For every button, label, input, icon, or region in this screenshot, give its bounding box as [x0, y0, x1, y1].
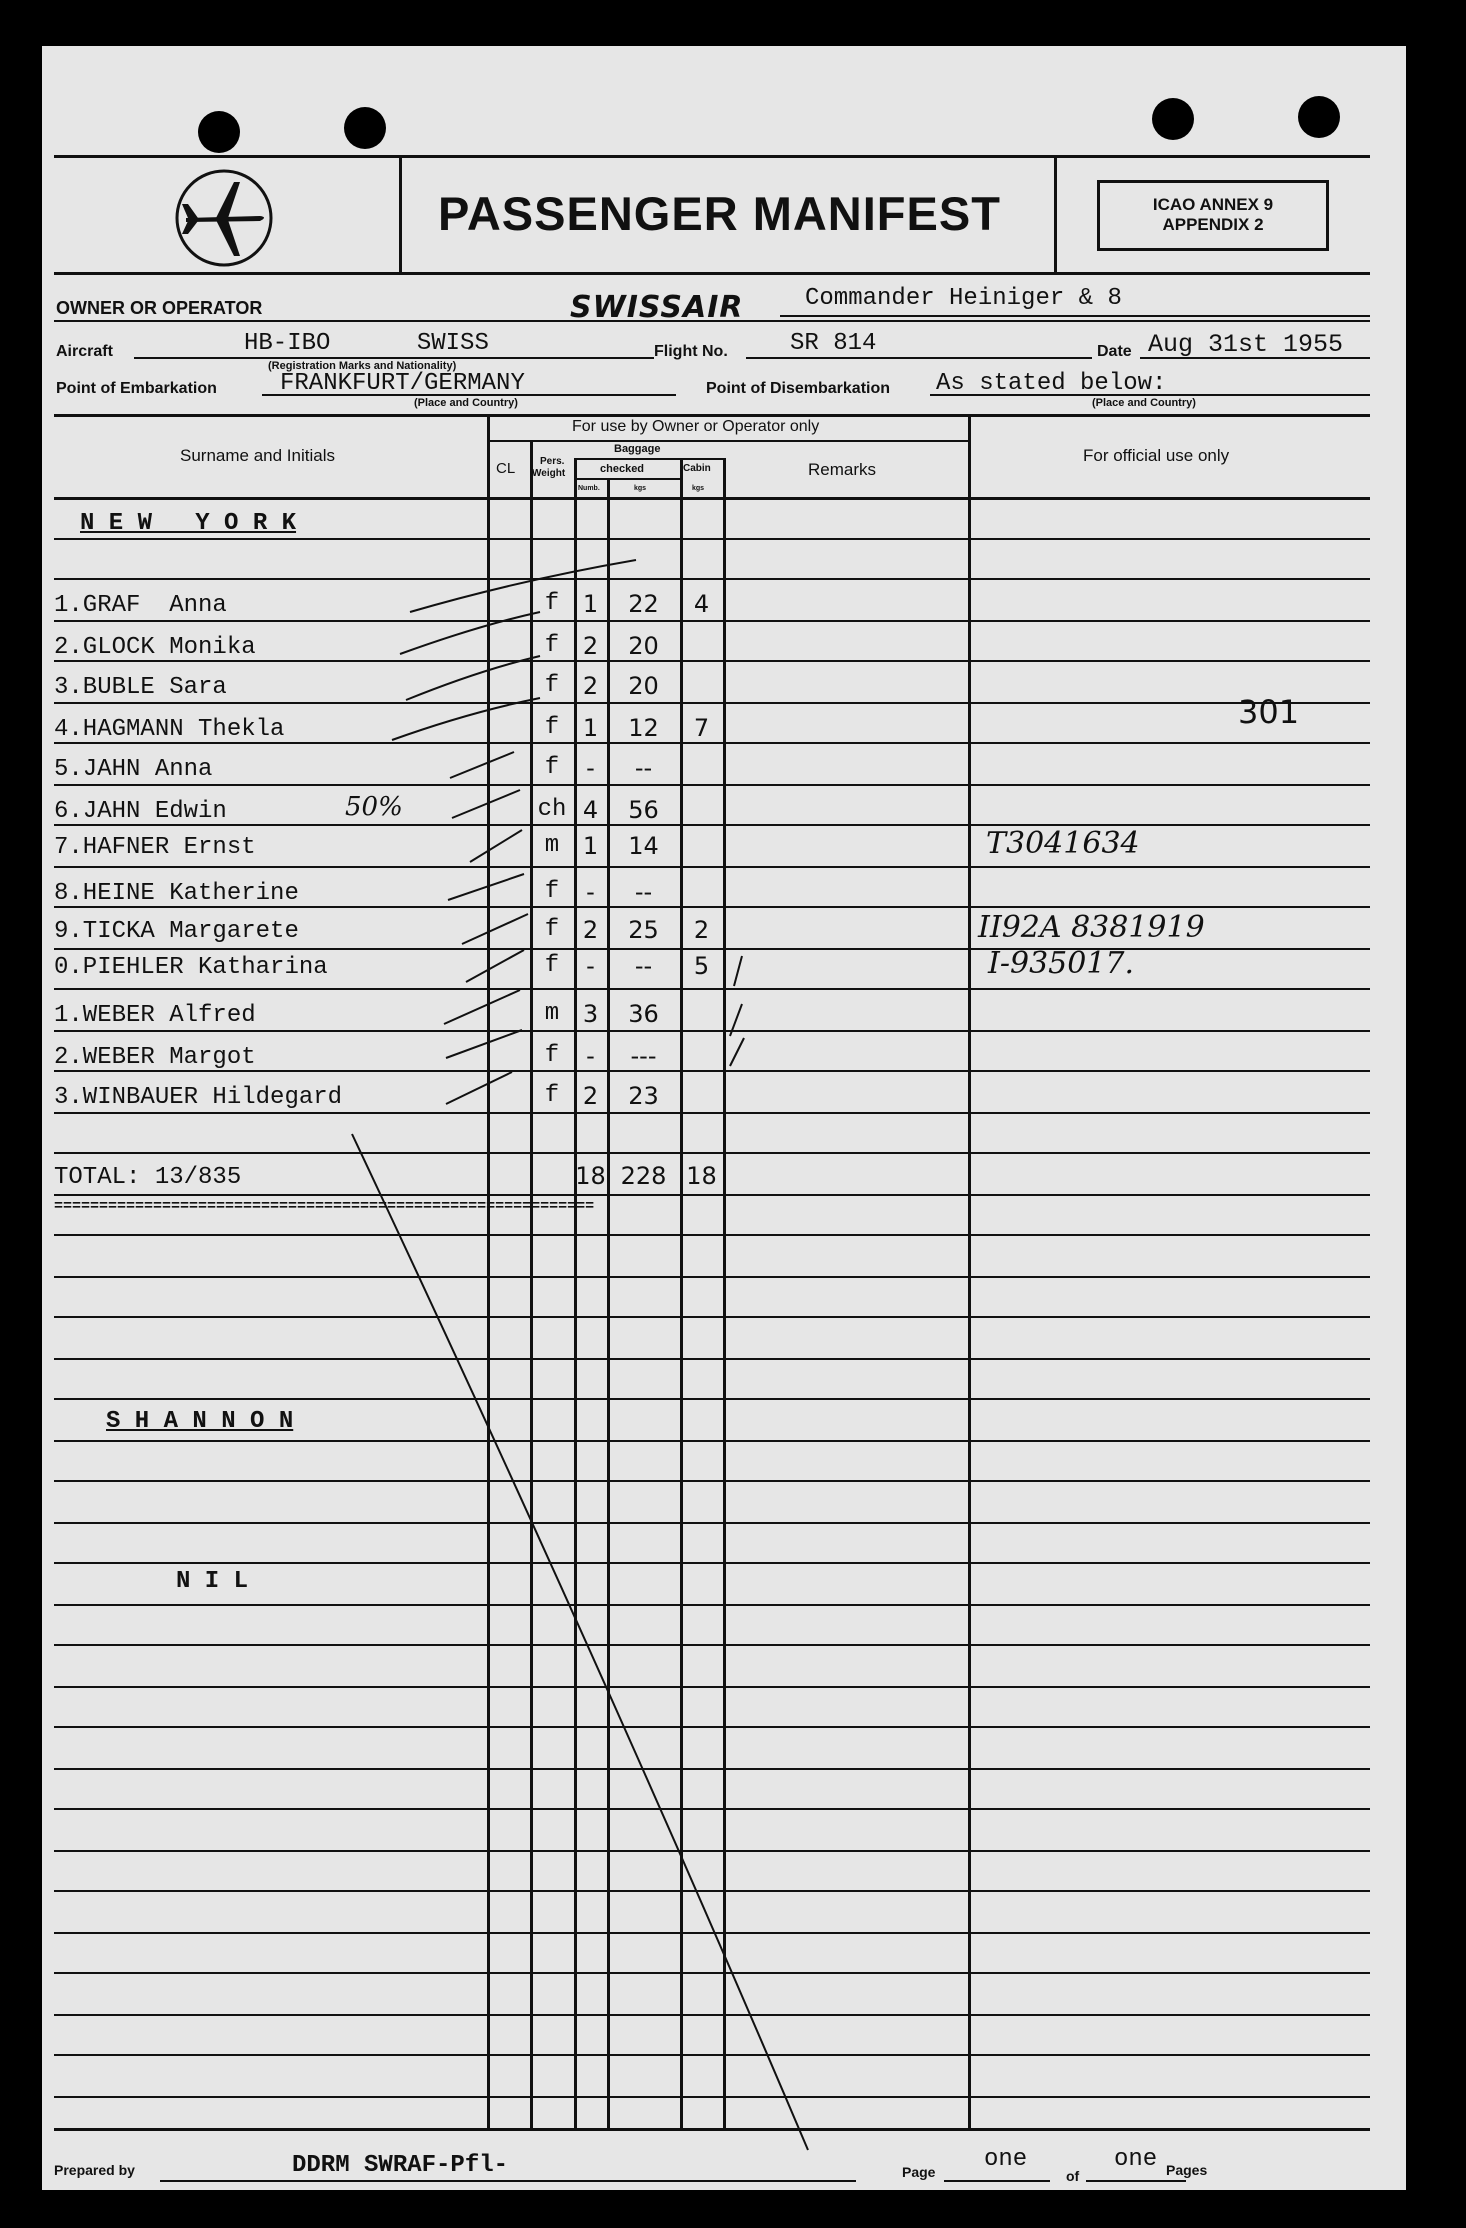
jahn-note: 50%: [345, 792, 403, 822]
airline-logo: SWISSAIR: [570, 290, 744, 325]
cabin-kgs: 4: [693, 590, 710, 618]
prepared-value: DDRM SWRAF-Pfl-: [292, 2152, 509, 2179]
passenger-name: 6.JAHN Edwin: [54, 798, 227, 825]
flight-label: Flight No.: [654, 343, 728, 360]
baggage-kgs: ---: [630, 1042, 657, 1070]
cl-header: CL: [496, 460, 516, 477]
baggage-kgs: --: [634, 952, 653, 980]
nil-text: N I L: [176, 1568, 249, 1595]
baggage-kgs: 20: [628, 672, 659, 700]
cabin-header: Cabin: [683, 463, 711, 474]
passenger-name: 4.HAGMANN Thekla: [54, 716, 285, 743]
embarkation-value: FRANKFURT/GERMANY: [280, 370, 525, 397]
baggage-numb: 2: [582, 1082, 599, 1110]
total-equals-line: ============================================================: [54, 1198, 595, 1215]
of-label: of: [1066, 2168, 1080, 2184]
date-value: Aug 31st 1955: [1148, 330, 1344, 359]
baggage-numb: 1: [582, 714, 599, 742]
baggage-kgs: --: [634, 878, 653, 906]
commander-value: Commander Heiniger & 8: [805, 285, 1122, 312]
kgs-header: kgs: [634, 485, 647, 492]
official-header: For official use only: [1083, 446, 1230, 465]
passenger-name: 9.TICKA Margarete: [54, 918, 299, 945]
remark-note: I-935017.: [988, 946, 1135, 981]
weight-header: Weight: [532, 468, 566, 479]
baggage-kgs: 12: [628, 714, 659, 742]
prepared-label: Prepared by: [54, 2162, 135, 2178]
surname-header: Surname and Initials: [180, 446, 335, 465]
section-new-york: N E W Y O R K: [80, 510, 297, 537]
total-kgs: 228: [620, 1162, 667, 1190]
passenger-name: 3.BUBLE Sara: [54, 674, 227, 701]
passenger-class: f: [544, 632, 560, 659]
section-shannon: S H A N N O N: [106, 1408, 294, 1435]
disembarkation-value: As stated below:: [936, 370, 1167, 397]
total-label: TOTAL: 13/835: [54, 1164, 242, 1191]
passenger-name: 3.WINBAUER Hildegard: [54, 1084, 343, 1111]
embarkation-caption: (Place and Country): [414, 397, 518, 409]
aircraft-label: Aircraft: [56, 343, 113, 360]
baggage-header: Baggage: [614, 443, 661, 455]
of-value: one: [1114, 2146, 1158, 2173]
owner-label: OWNER OR OPERATOR: [56, 298, 263, 318]
passenger-class: m: [544, 832, 560, 859]
checked-header: checked: [600, 463, 645, 475]
baggage-numb: -: [586, 1042, 595, 1070]
baggage-kgs: 23: [628, 1082, 659, 1110]
passenger-name: 7.HAFNER Ernst: [54, 834, 256, 861]
page-label: Page: [902, 2164, 936, 2180]
baggage-numb: 1: [582, 590, 599, 618]
baggage-numb: -: [586, 878, 595, 906]
baggage-numb: 2: [582, 672, 599, 700]
cabin-kgs: 5: [693, 952, 710, 980]
baggage-kgs: 20: [628, 632, 659, 660]
passenger-class: f: [544, 672, 560, 699]
baggage-kgs: 36: [628, 1000, 659, 1028]
baggage-numb: 4: [582, 796, 599, 824]
pages-label: Pages: [1166, 2162, 1208, 2178]
baggage-kgs: 56: [628, 796, 659, 824]
passenger-name: 1.WEBER Alfred: [54, 1002, 256, 1029]
passenger-class: f: [544, 1082, 560, 1109]
cabin-kgs: 2: [693, 916, 710, 944]
cabin-kgs: 7: [693, 714, 710, 742]
aircraft-value: HB-IBO SWISS: [244, 330, 489, 357]
passenger-name: 2.WEBER Margot: [54, 1044, 256, 1071]
total-numb: 18: [575, 1162, 606, 1190]
page-value: one: [984, 2146, 1028, 2173]
baggage-numb: 2: [582, 916, 599, 944]
passenger-class: ch: [537, 796, 567, 823]
baggage-numb: 2: [582, 632, 599, 660]
passenger-class: f: [544, 878, 560, 905]
passenger-class: f: [544, 916, 560, 943]
remark-note: T3041634: [986, 826, 1140, 861]
flight-value: SR 814: [790, 330, 877, 357]
total-cabin: 18: [686, 1162, 717, 1190]
passenger-class: f: [544, 714, 560, 741]
pers-header: Pers.: [540, 456, 565, 467]
passenger-name: 8.HEINE Katherine: [54, 880, 299, 907]
baggage-numb: -: [586, 952, 595, 980]
cabin-kgs-header: kgs: [692, 485, 705, 492]
passenger-class: f: [544, 952, 560, 979]
remarks-header: Remarks: [808, 460, 877, 479]
baggage-numb: 1: [582, 832, 599, 860]
baggage-kgs: 25: [628, 916, 659, 944]
official-note: 301: [1238, 693, 1300, 731]
baggage-numb: -: [586, 754, 595, 782]
passenger-name: 2.GLOCK Monika: [54, 634, 256, 661]
registration-caption: (Registration Marks and Nationality): [268, 360, 457, 372]
passenger-class: f: [544, 754, 560, 781]
passenger-class: f: [544, 1042, 560, 1069]
remark-note: II92A 8381919: [978, 910, 1205, 945]
date-label: Date: [1097, 343, 1132, 360]
passenger-class: m: [544, 1000, 560, 1027]
embarkation-label: Point of Embarkation: [56, 380, 217, 397]
passenger-name: 1.GRAF Anna: [54, 592, 227, 619]
icao-annex: ICAO ANNEX 9: [1152, 195, 1274, 214]
baggage-kgs: 14: [628, 832, 659, 860]
disembarkation-label: Point of Disembarkation: [706, 380, 891, 397]
baggage-numb: 3: [582, 1000, 599, 1028]
owner-use-header: For use by Owner or Operator only: [572, 418, 820, 435]
disembarkation-caption: (Place and Country): [1092, 397, 1196, 409]
passenger-name: 0.PIEHLER Katharina: [54, 954, 328, 981]
page-title: PASSENGER MANIFEST: [438, 187, 1001, 240]
passenger-name: 5.JAHN Anna: [54, 756, 213, 783]
baggage-kgs: --: [634, 754, 653, 782]
baggage-kgs: 22: [628, 590, 659, 618]
numb-header: Numb.: [578, 485, 600, 492]
passenger-class: f: [544, 590, 560, 617]
icao-appendix: APPENDIX 2: [1162, 215, 1264, 234]
